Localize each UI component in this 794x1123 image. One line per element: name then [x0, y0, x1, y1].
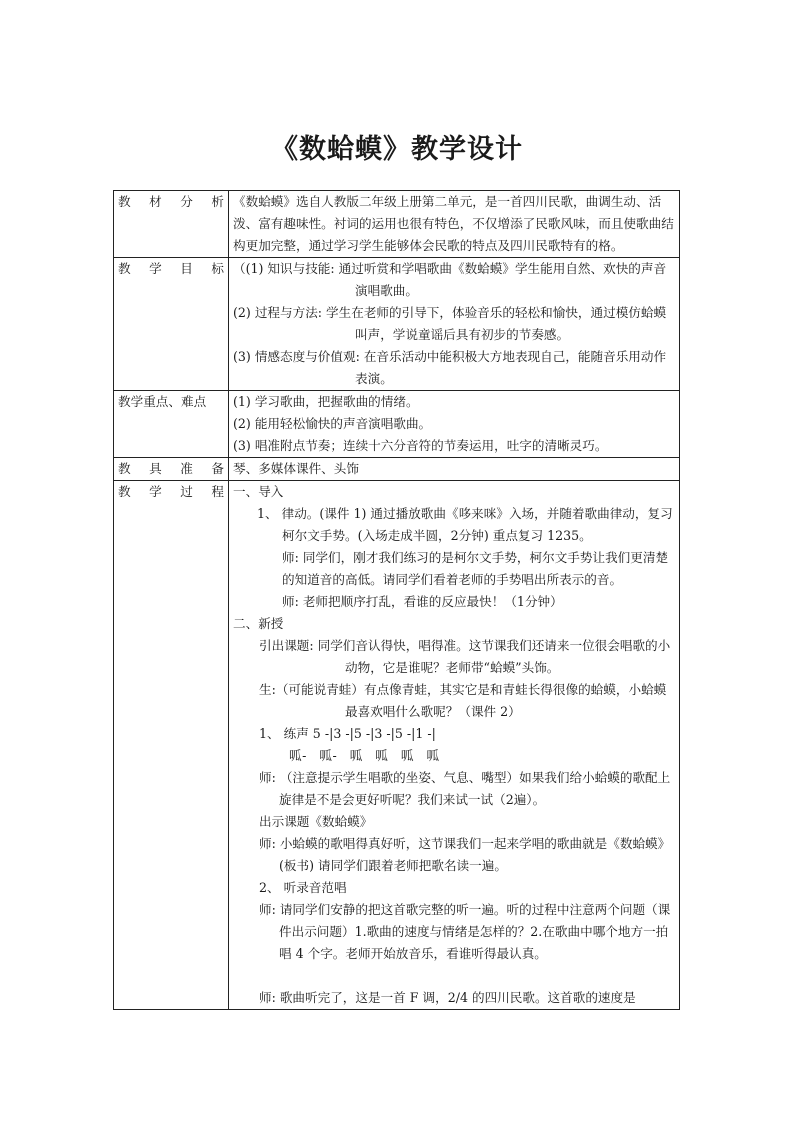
process-paragraph: 师: 小蛤蟆的歌唱得真好听，这节课我们一起来学唱的歌曲就是《数蛤蟆》(板书) 请同学们跟着老师把歌名读一遍。: [259, 836, 671, 873]
label-char: 备: [211, 461, 224, 476]
label-char: 教: [118, 194, 131, 209]
table-row: [114, 258, 680, 391]
analysis-text: 《数蛤蟆》选自人教版二年级上册第二单元，是一首四川民歌，曲调生动、活泼、富有趣味性。衬词的运用也很有特色，不仅增添了民歌风味，而且使歌曲结构更加完整，通过学习学生能够体会民歌的特点及四川民歌特有的格。: [233, 194, 674, 253]
row-label-keypoints: [114, 391, 229, 458]
tools-text: 琴、多媒体课件、头饰: [233, 461, 359, 476]
table-row: [114, 481, 680, 1010]
goal-item: （(1) 知识与技能: 通过听赏和学唱歌曲《数蛤蟆》学生能用自然、欢快的声音演唱歌曲。: [233, 261, 667, 298]
keypoint-item: (3) 唱准附点节奏；连续十六分音符的节奏运用，吐字的清晰灵巧。: [233, 438, 608, 453]
label-char: 教: [118, 261, 131, 276]
label-char: 目: [180, 261, 193, 276]
keypoints-content: [229, 391, 680, 458]
row-label-analysis: [114, 191, 229, 258]
section-heading: 二、新授: [233, 616, 284, 631]
lesson-plan-table: [113, 190, 680, 1010]
label-char: 分: [180, 194, 193, 209]
keypoint-item: (1) 学习歌曲，把握歌曲的情绪。: [233, 394, 419, 409]
label-char: 程: [211, 484, 224, 499]
goal-item: (2) 过程与方法: 学生在老师的引导下，体验音乐的轻松和愉快，通过模仿蛤蟆叫声，学说童谣后具有初步的节奏感。: [233, 305, 667, 342]
label-char: 过: [180, 484, 193, 499]
process-paragraph: 师: 同学们，刚才我们练习的是柯尔文手势，柯尔文手势让我们更清楚的知道音的高低。请同学们看着老师的手势唱出所表示的音。: [282, 550, 669, 587]
section-heading: 一、导入: [233, 484, 284, 499]
table-row: [114, 391, 680, 458]
process-paragraph: 引出课题: 同学们音认得快，唱得准。这节课我们还请来一位很会唱歌的小动物，它是谁呢？老师带“蛤蟆”头饰。: [259, 638, 671, 675]
vocal-exercise-notation: 1、 练声 5 -|3 -|5 -|3 -|5 -|1 -|: [259, 726, 436, 741]
label-char: 析: [211, 194, 224, 209]
process-paragraph: 师: 请同学们安静的把这首歌完整的听一遍。听的过程中注意两个问题（课件出示问题）1.歌曲的速度与情绪是怎样的？2.在歌曲中哪个地方一拍唱 4 个字。老师开始放音乐，看谁听得最认真。: [259, 902, 671, 961]
row-label-process: [114, 481, 229, 1010]
label-char: 标: [211, 261, 224, 276]
process-paragraph: 生:（可能说青蛙）有点像青蛙，其实它是和青蛙长得很像的蛤蟆，小蛤蟆最喜欢唱什么歌呢？（课件 2）: [259, 682, 667, 719]
label-char: 教: [118, 484, 131, 499]
goals-content: [229, 258, 680, 391]
process-paragraph: 1、 律动。(课件 1) 通过播放歌曲《哆来咪》入场，并随着歌曲律动，复习柯尔文手势。(入场走成半圆，2分钟) 重点复习 1235。: [257, 506, 673, 543]
analysis-content: [229, 191, 680, 258]
label-char: 具: [149, 461, 162, 476]
process-paragraph: 2、 听录音范唱: [259, 880, 347, 895]
process-paragraph: 师: （注意提示学生唱歌的坐姿、气息、嘴型）如果我们给小蛤蟆的歌配上旋律是不是会更好听呢？我们来试一试（2遍）。: [259, 770, 671, 807]
process-content: [229, 481, 680, 1010]
spacer: [233, 965, 675, 987]
label-text: 教学重点、难点: [118, 394, 207, 409]
row-label-goals: [114, 258, 229, 391]
process-paragraph: 师: 歌曲听完了，这是一首 F 调，2/4 的四川民歌。这首歌的速度是: [259, 990, 636, 1005]
tools-content: [229, 458, 680, 481]
label-char: 材: [149, 194, 162, 209]
table-row: [114, 458, 680, 481]
label-char: 教: [118, 461, 131, 476]
process-paragraph: 出示课题《数蛤蟆》: [259, 814, 373, 829]
document-title: 《数蛤蟆》教学设计: [271, 134, 523, 165]
label-char: 准: [180, 461, 193, 476]
goal-item: (3) 情感态度与价值观: 在音乐活动中能积极大方地表现自己，能随音乐用动作表演。: [233, 349, 667, 386]
label-char: 学: [149, 484, 162, 499]
table-row: [114, 191, 680, 258]
vocal-exercise-lyrics: 呱- 呱- 呱 呱 呱 呱: [289, 748, 440, 763]
label-char: 学: [149, 261, 162, 276]
process-paragraph: 师: 老师把顺序打乱，看谁的反应最快！（1分钟）: [282, 594, 563, 609]
row-label-tools: [114, 458, 229, 481]
keypoint-item: (2) 能用轻松愉快的声音演唱歌曲。: [233, 416, 432, 431]
